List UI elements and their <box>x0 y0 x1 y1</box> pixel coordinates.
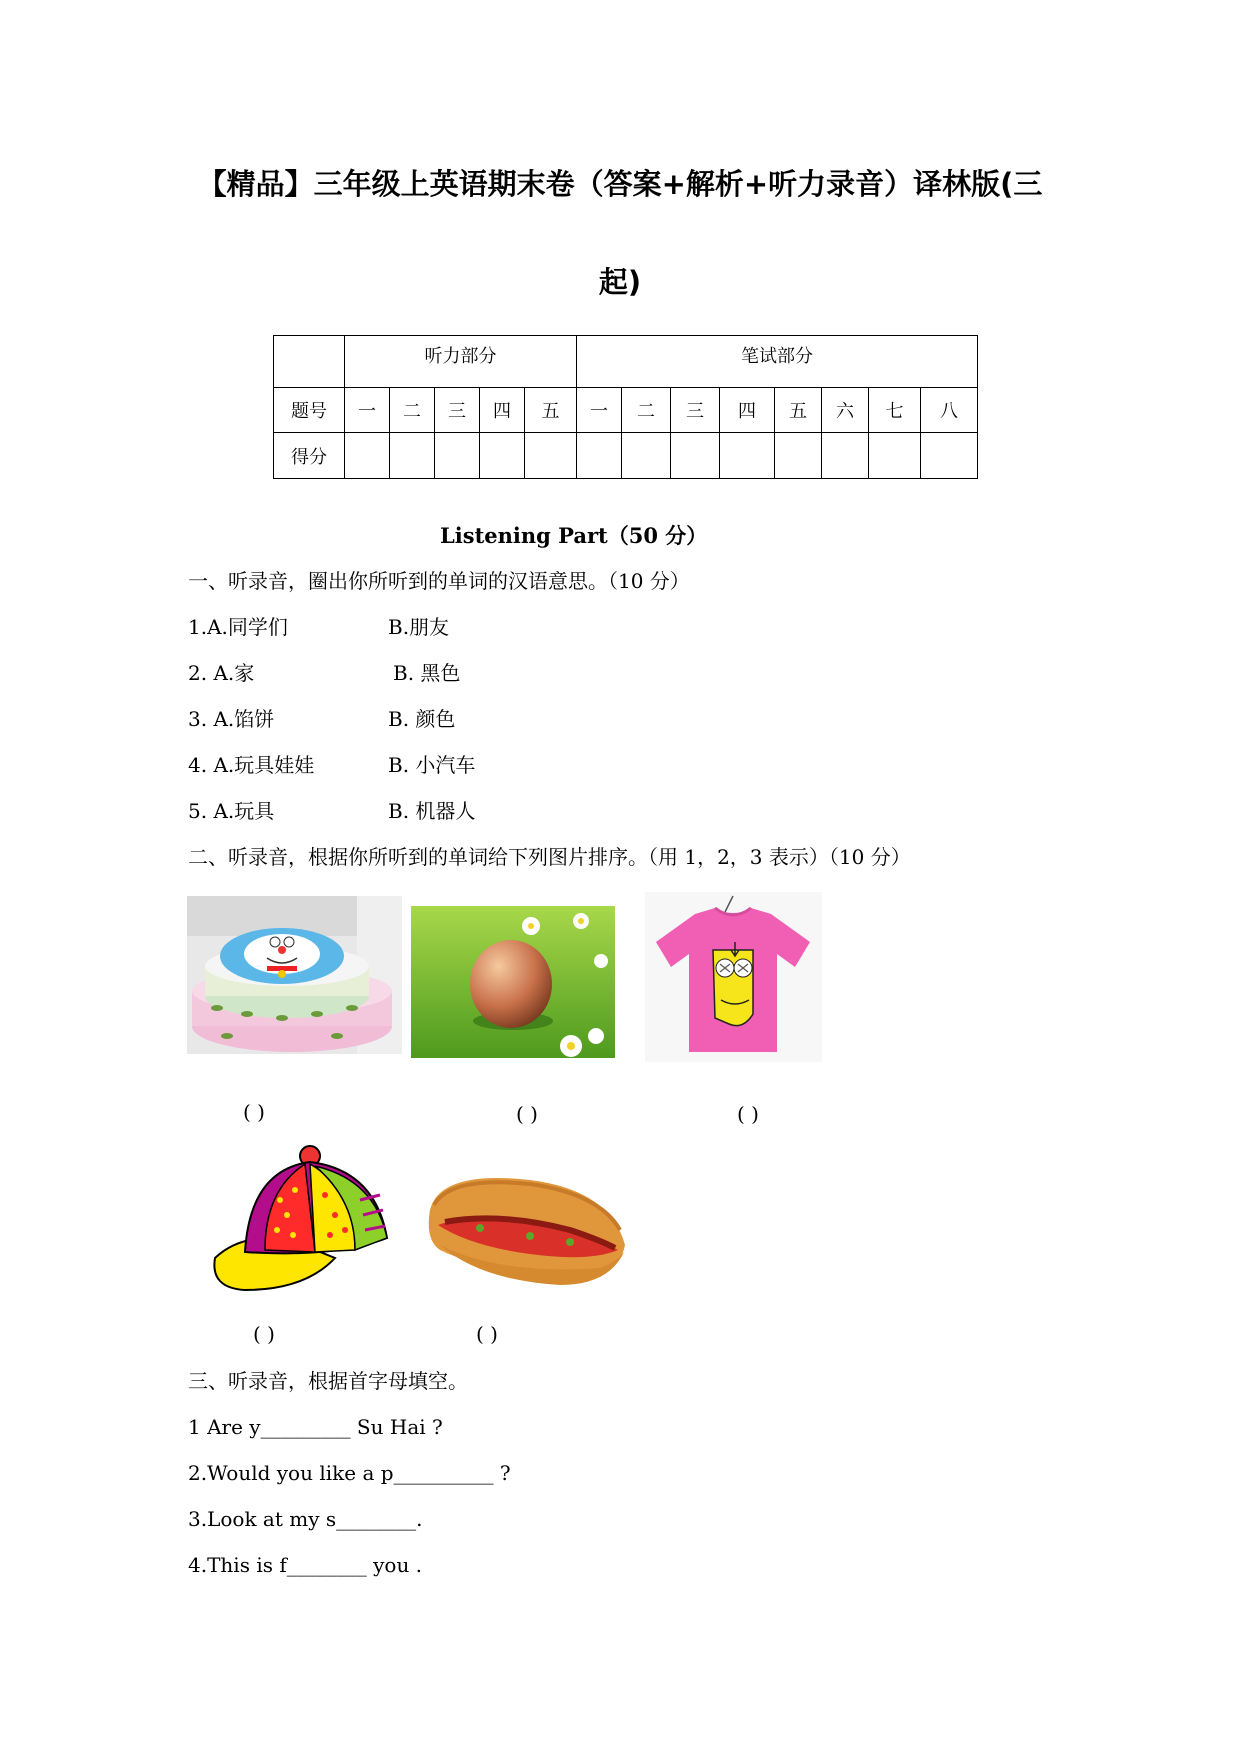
cake-picture <box>187 896 402 1054</box>
writing-number: 六 <box>822 388 869 433</box>
section1-item-a: 1.A.同学们 <box>188 615 288 639</box>
score-cell <box>775 433 822 479</box>
listening-number: 四 <box>480 388 525 433</box>
section1-item-b: B. 小汽车 <box>388 753 476 777</box>
listening-number: 一 <box>345 388 390 433</box>
score-cell <box>525 433 577 479</box>
listening-group-header: 听力部分 <box>345 336 577 388</box>
section1-item-a: 2. A.家 <box>188 661 255 685</box>
section1-item-b: B.朋友 <box>388 615 450 639</box>
empty-corner-cell <box>274 336 345 388</box>
t-shirt-picture <box>645 892 822 1062</box>
section1-item-a: 3. A.馅饼 <box>188 707 275 731</box>
section1-item-b: B. 颜色 <box>388 707 456 731</box>
section1-item-a: 4. A.玩具娃娃 <box>188 753 315 777</box>
document-title-line2: 起) <box>598 265 642 299</box>
writing-number: 七 <box>869 388 921 433</box>
answer-blank-t-shirt[interactable]: ( ) <box>737 1102 759 1126</box>
listening-number: 五 <box>525 388 577 433</box>
section3-heading: 三、听录音，根据首字母填空。 <box>188 1369 468 1393</box>
score-row-label: 得分 <box>274 433 345 479</box>
egg-picture <box>411 906 615 1058</box>
fill-blank-question[interactable]: 1 Are y_________ Su Hai ? <box>188 1415 443 1439</box>
score-cell <box>480 433 525 479</box>
score-cell <box>345 433 390 479</box>
section2-heading: 二、听录音，根据你所听到的单词给下列图片排序。（用 1，2，3 表示）（10 分） <box>188 845 911 869</box>
answer-blank-egg[interactable]: ( ) <box>516 1102 538 1126</box>
hot-dog-picture <box>420 1150 632 1290</box>
listening-part-heading: Listening Part（50 分） <box>440 523 708 548</box>
section1-item-b: B. 黑色 <box>393 661 461 685</box>
number-row-label: 题号 <box>274 388 345 433</box>
score-cell <box>577 433 622 479</box>
writing-number: 四 <box>720 388 775 433</box>
score-cell <box>869 433 921 479</box>
answer-blank-hot-dog[interactable]: ( ) <box>476 1322 498 1346</box>
score-cell <box>921 433 978 479</box>
score-cell <box>720 433 775 479</box>
writing-number: 一 <box>577 388 622 433</box>
answer-blank-cake[interactable]: ( ) <box>243 1100 265 1124</box>
document-title-line1: 【精品】三年级上英语期末卷（答案+解析+听力录音）译林版(三 <box>197 167 1043 201</box>
writing-number: 二 <box>622 388 671 433</box>
score-cell <box>435 433 480 479</box>
fill-blank-question[interactable]: 3.Look at my s________. <box>188 1507 423 1531</box>
fill-blank-question[interactable]: 2.Would you like a p__________ ? <box>188 1461 511 1485</box>
section1-item-a: 5. A.玩具 <box>188 799 275 823</box>
writing-group-header: 笔试部分 <box>577 336 978 388</box>
score-cell <box>390 433 435 479</box>
answer-blank-cap[interactable]: ( ) <box>253 1322 275 1346</box>
score-cell <box>622 433 671 479</box>
fill-blank-question[interactable]: 4.This is f________ you . <box>188 1553 423 1577</box>
section1-heading: 一、听录音，圈出你所听到的单词的汉语意思。（10 分） <box>188 569 690 593</box>
score-cell <box>671 433 720 479</box>
score-cell <box>822 433 869 479</box>
section1-item-b: B. 机器人 <box>388 799 476 823</box>
writing-number: 三 <box>671 388 720 433</box>
writing-number: 五 <box>775 388 822 433</box>
score-table <box>273 335 978 479</box>
writing-number: 八 <box>921 388 978 433</box>
listening-number: 三 <box>435 388 480 433</box>
listening-number: 二 <box>390 388 435 433</box>
cap-picture <box>205 1140 410 1298</box>
